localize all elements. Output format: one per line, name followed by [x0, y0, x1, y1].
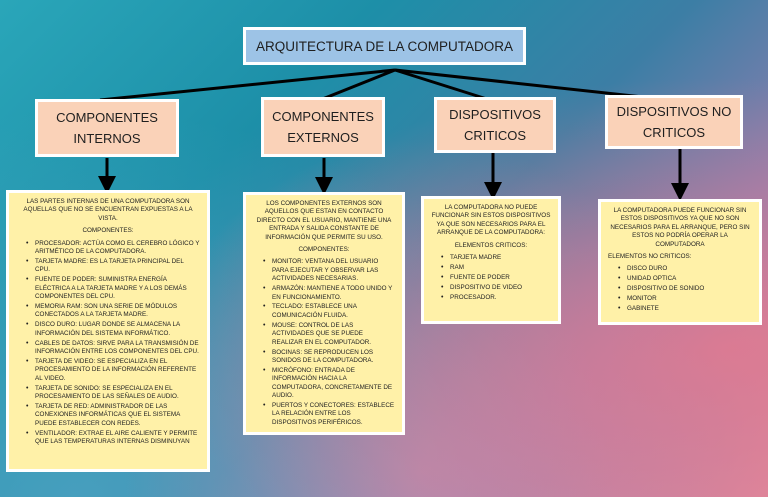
subheading-text: ELEMENTOS NO CRITICOS: — [608, 253, 692, 261]
list-item: • TARJETA MADRE: ES LA TARJETA PRINCIPAL DEL CPU. — [26, 258, 200, 275]
heading-line: COMPONENTES — [56, 110, 158, 125]
content-componentes-externos — [243, 192, 405, 435]
list-item: • TARJETA DE VIDEO: SE ESPECIALIZA EN EL PROCESAMIENTO DE LA INFORMACIÓN REFERENTE AL VIDEO. — [26, 358, 200, 383]
list-item: • TARJETA MADRE — [441, 254, 551, 262]
intro-text: LA COMPUTADORA PUEDE FUNCIONAR SIN ESTOS DISPOSITIVOS YA QUE NO SON NECESARIOS PARA EL ARRANQUE, PERO SIN ESTOS NO PODRÍA OPERAR LA COMPUTADORA — [610, 207, 750, 248]
heading-componentes-internos — [35, 99, 179, 157]
list-item: • UNIDAD OPTICA — [618, 275, 752, 283]
list-item: • PROCESADOR. — [441, 294, 551, 302]
list-item: • MONITOR: VENTANA DEL USUARIO PARA EJECUTAR Y OBSERVAR LAS ACTIVIDADES NECESARIAS. — [263, 258, 395, 283]
list-item: • MEMORIA RAM: SON UNA SERIE DE MÓDULOS CONECTADOS A LA TARJETA MADRE. — [26, 303, 200, 320]
list-item: • FUENTE DE PODER: SUMINISTRA ENERGÍA ELÉCTRICA A LA TARJETA MADRE Y A LOS DEMÁS COMPONENTES DEL CPU. — [26, 276, 200, 301]
list-item: • MICRÓFONO: ENTRADA DE INFORMACIÓN HACIA LA COMPUTADORA, CONCRETAMENTE DE AUDIO. — [263, 367, 395, 401]
content-dispositivos-no-criticos — [598, 199, 762, 325]
intro-text: LOS COMPONENTES EXTERNOS SON AQUELLOS QUE ESTAN EN CONTACTO DIRECTO CON EL USUARIO, MANTIENE UNA ENTRADA Y SALIDA CONSTANTE DE INFORMACIÓN QUE PERMITE SU USO. — [256, 200, 392, 241]
list-item: • PUERTOS Y CONECTORES: ESTABLECE LA RELACIÓN ENTRE LOS DISPOSITIVOS PERIFÉRICOS. — [263, 402, 395, 427]
list-item: • ARMAZÓN: MANTIENE A TODO UNIDO Y EN FUNCIONAMIENTO. — [263, 285, 395, 302]
heading-line: DISPOSITIVOS NO — [616, 104, 732, 119]
item-list — [608, 265, 752, 313]
heading-line: INTERNOS — [73, 131, 141, 146]
list-item: • GABINETE — [618, 305, 752, 313]
list-item: • FUENTE DE PODER — [441, 274, 551, 282]
list-item: • DISCO DURO: LUGAR DONDE SE ALMACENA LA INFORMACIÓN DEL SISTEMA INFORMÁTICO. — [26, 321, 200, 338]
list-item: • DISPOSITIVO DE VIDEO — [441, 284, 551, 292]
item-list — [431, 254, 551, 302]
list-item: • TARJETA DE SONIDO: SE ESPECIALIZA EN EL PROCESAMIENTO DE LAS SEÑALES DE AUDIO. — [26, 385, 200, 402]
heading-line: DISPOSITIVOS — [449, 107, 541, 122]
list-item: • CABLES DE DATOS: SIRVE PARA LA TRANSMISIÓN DE INFORMACIÓN ENTRE LOS COMPONENTES DEL CPU. — [26, 340, 200, 357]
connector-to-internos — [100, 70, 395, 100]
list-item: • DISCO DURO — [618, 265, 752, 273]
list-item: • TARJETA DE RED: ADMINISTRADOR DE LAS CONEXIONES INFORMÁTICAS QUE EL SISTEMA PUEDE ESTABLECER CON REDES. — [26, 403, 200, 428]
list-item: • DISPOSITIVO DE SONIDO — [618, 285, 752, 293]
heading-line: EXTERNOS — [287, 130, 359, 145]
list-item: • MOUSE: CONTROL DE LAS ACTIVIDADES QUE SE PUEDE REALIZAR EN EL COMPUTADOR. — [263, 322, 395, 347]
heading-dispositivos-criticos — [434, 97, 556, 153]
list-item: • TECLADO: ESTABLECE UNA COMUNICACIÓN FLUIDA. — [263, 303, 395, 320]
subheading-text: COMPONENTES: — [82, 227, 134, 235]
heading-line: COMPONENTES — [272, 109, 374, 124]
heading-line: CRITICOS — [642, 125, 706, 140]
intro-text: LA COMPUTADORA NO PUEDE FUNCIONAR SIN ESTOS DISPOSITIVOS YA QUE SON NECESARIOS PARA EL ARRANQUE DE LA COMPUTADORA: — [431, 204, 551, 237]
heading-line: CRITICOS — [463, 128, 527, 143]
heading-dispositivos-no-criticos — [605, 95, 743, 149]
subheading-text: ELEMENTOS CRITICOS: — [454, 241, 528, 249]
item-list — [253, 258, 395, 427]
list-item: • PROCESADOR: ACTÚA COMO EL CEREBRO LÓGICO Y ARITMÉTICO DE LA COMPUTADORA. — [26, 240, 200, 257]
list-item: • VENTILADOR: EXTRAE EL AIRE CALIENTE Y PERMITE QUE LAS TEMPERATURAS INTERNAS DISMINUYAN — [26, 430, 200, 447]
content-componentes-internos — [6, 190, 210, 472]
list-item: • RAM — [441, 264, 551, 272]
list-item: • BOCINAS: SE REPRODUCEN LOS SONIDOS DE LA COMPUTADORA. — [263, 349, 395, 366]
subheading-text: COMPONENTES: — [298, 246, 350, 254]
item-list — [16, 240, 200, 447]
list-item: • MONITOR — [618, 295, 752, 303]
heading-componentes-externos — [261, 97, 385, 157]
intro-text: LAS PARTES INTERNAS DE UNA COMPUTADORA SON AQUELLAS QUE NO SE ENCUENTRAN EXPUESTAS A LA VISTA. — [23, 198, 193, 222]
diagram-title: ARQUITECTURA DE LA COMPUTADORA — [243, 27, 526, 65]
content-dispositivos-criticos — [421, 196, 561, 324]
